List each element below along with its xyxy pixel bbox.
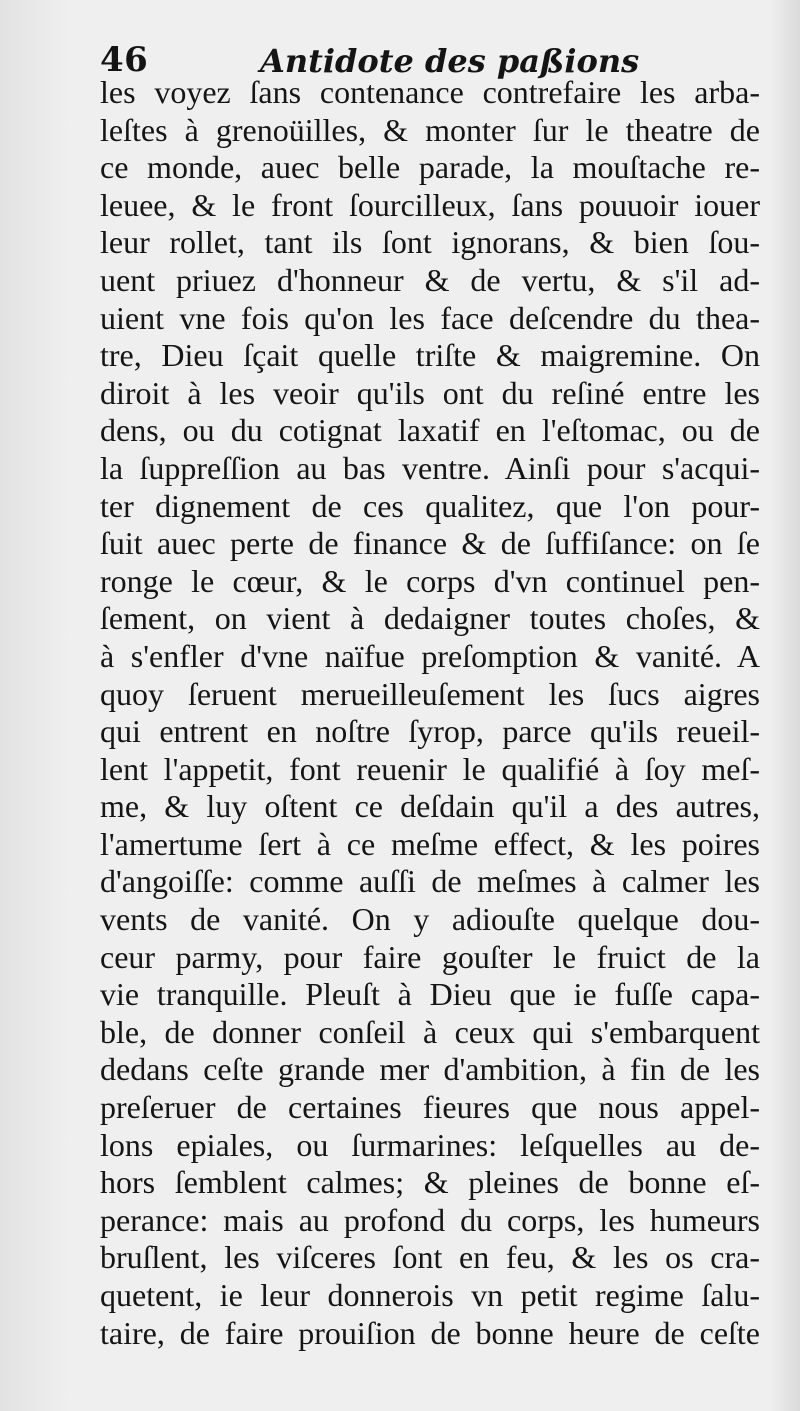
text-line: me, & luy oſtent ce deſdain qu'il a des autres, [100,788,760,825]
text-line: à s'enfler d'vne naïfue preſomption & vanité. A [100,637,760,674]
text-line: hors ſemblent calmes; & pleines de bonne eſ- [100,1164,760,1201]
text-line: leuee, & le front ſourcilleux, ſans pouuoir iouer [100,186,760,223]
text-line: la ſuppreſſion au bas ventre. Ainſi pour s'acqui- [100,449,760,486]
text-line: ceur parmy, pour faire gouſter le fruict de la [100,938,760,975]
text-line: taire, de faire prouiſion de bonne heure de ceſte [100,1314,760,1351]
text-line: lent l'appetit, font reuenir le qualifié à ſoy meſ- [100,750,760,787]
text-line: leſtes à grenoüilles, & monter ſur le theatre de [100,111,760,148]
text-line: les voyez ſans contenance contrefaire les arba- [100,74,760,110]
text-line: vie tranquille. Pleuſt à Dieu que ie fuſſe capa- [100,976,760,1013]
text-line: lons epiales, ou ſurmarines: leſquelles au de- [100,1126,760,1163]
text-line: preſeruer de certaines fieures que nous appel- [100,1089,760,1126]
text-line: perance: mais au profond du corps, les humeurs [100,1201,760,1238]
text-line: l'amertume ſert à ce meſme effect, & les poires [100,825,760,862]
body-text [100,74,760,1352]
page-number: 46 [100,40,149,80]
text-line: diroit à les veoir qu'ils ont du reſiné entre les [100,374,760,411]
text-line: ce monde, auec belle parade, la mouſtache re- [100,149,760,186]
text-line: leur rollet, tant ils ſont ignorans, & bien ſou- [100,224,760,261]
text-line: dens, ou du cotignat laxatif en l'eſtomac, ou de [100,412,760,449]
text-line: dedans ceſte grande mer d'ambition, à fin de les [100,1051,760,1088]
text-line: bruſlent, les viſceres ſont en feu, & les os cra- [100,1239,760,1276]
text-line: quetent, ie leur donnerois vn petit regime ſalu- [100,1277,760,1313]
running-title: Antidote des paßions [260,42,640,80]
text-line: ble, de donner conſeil à ceux qui s'embarquent [100,1013,760,1050]
text-line: ter dignement de ces qualitez, que l'on pour- [100,487,760,524]
text-line: tre, Dieu ſçait quelle triſte & maigremine. On [100,337,760,374]
text-line: quoy ſeruent merueilleuſement les ſucs aigres [100,675,760,712]
text-line: ronge le cœur, & le corps d'vn continuel pen- [100,562,760,599]
text-line: uent priuez d'honneur & de vertu, & s'il ad- [100,261,760,298]
text-line: ſuit auec perte de finance & de ſuffiſance: on ſe [100,525,760,562]
text-line: uient vne fois qu'on les face deſcendre du thea- [100,299,760,336]
text-line: ſement, on vient à dedaigner toutes choſes, & [100,600,760,637]
text-line: qui entrent en noſtre ſyrop, parce qu'ils reueil- [100,713,760,750]
text-line: d'angoiſſe: comme auſſi de meſmes à calmer les [100,863,760,900]
text-line: vents de vanité. On y adiouſte quelque dou- [100,901,760,938]
